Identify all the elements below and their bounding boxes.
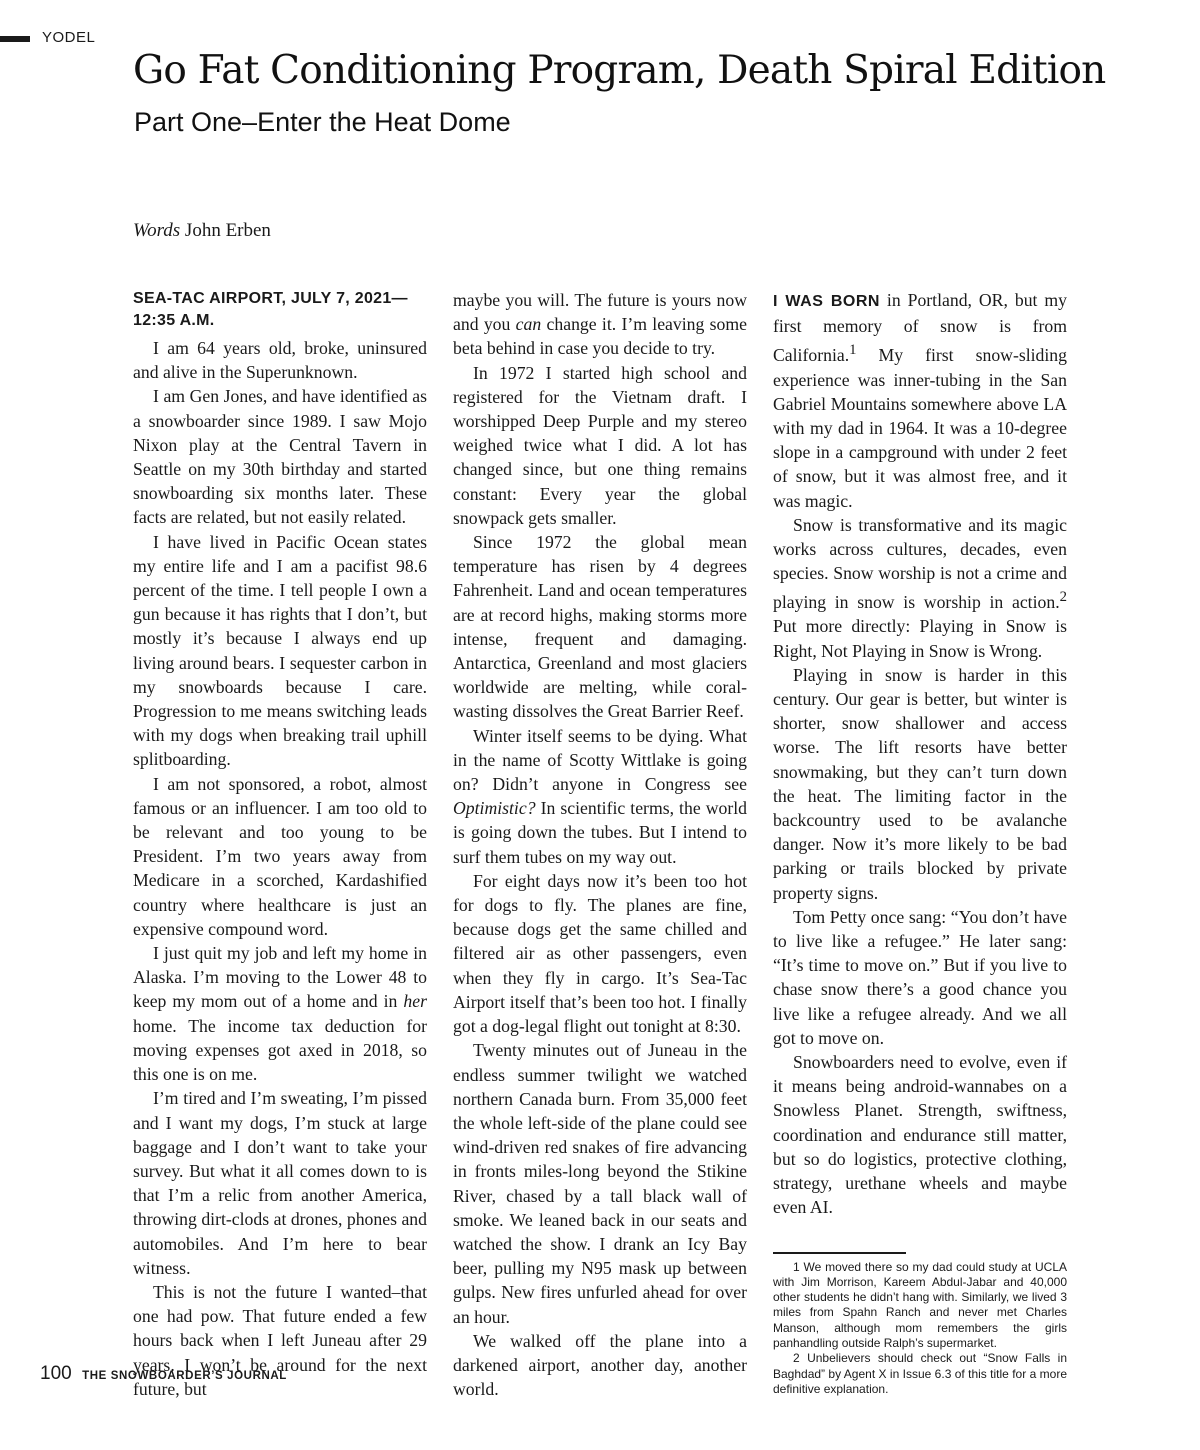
paragraph: I just quit my job and left my home in Alaska. I’m moving to the Lower 48 to keep my mom out of a home and in her home. The income tax deduction for moving expenses got axed in 2018, so this one is on me. bbox=[133, 943, 427, 1085]
byline-author: John Erben bbox=[184, 220, 271, 241]
article-title: Go Fat Conditioning Program, Death Spiral Edition bbox=[133, 48, 1106, 93]
paragraph: Tom Petty once sang: “You don’t have to live like a refugee.” He later sang: “It’s time to move on.” But if you live to chase snow there’s a good chance you live like a refugee already. And we all got to move on. bbox=[773, 906, 1067, 1048]
paragraph: We walked off the plane into a darkened airport, another day, another world. bbox=[453, 1330, 747, 1400]
section-marker-bar bbox=[0, 36, 30, 42]
paragraph: Since 1972 the global mean temperature has risen by 4 degrees Fahrenheit. Land and ocean temperatures are at record highs, making storms more intense, frequent and damaging. Antarctica, Greenland and most glaciers worldwide are melting, while coral-wasting dissolves the Great Barrier Reef. bbox=[453, 532, 747, 722]
footnote-ref: 1 bbox=[849, 342, 857, 359]
paragraph: For eight days now it’s been too hot for dogs to fly. The planes are fine, because dogs get the same chilled and filtered air as other passengers, even when they fly in cargo. It’s Sea-Tac Airport itself that’s been too hot. I finally got a dog-legal flight out tonight at 8:30. bbox=[453, 870, 747, 1037]
byline bbox=[133, 220, 271, 242]
byline-label: Words bbox=[133, 220, 181, 241]
paragraph: Winter itself seems to be dying. What in the name of Scotty Wittlake is going on? Didn’t anyone in Congress see Optimistic? In scientific terms, the world is going down the tubes. But I intend to surf them tubes on my way out. bbox=[453, 725, 747, 867]
page-number: 100 bbox=[40, 1363, 72, 1384]
paragraph: I have lived in Pacific Ocean states my entire life and I am a pacifist 98.6 percent of the time. I tell people I own a gun because it has rights that I don’t, but mostly it’s because I always end up living around bears. I sequester carbon in my snowboards because I care. Progression to me means switching leads with my dogs when breaking trail uphill splitboarding. bbox=[133, 531, 427, 770]
page-footer bbox=[40, 1363, 287, 1385]
emphasis: Optimistic? bbox=[453, 798, 536, 819]
footnote-divider bbox=[773, 1252, 906, 1254]
lead-in-caps: I WAS BORN bbox=[773, 293, 880, 310]
paragraph: I am not sponsored, a robot, almost famous or an influencer. I am too old to be relevant and too young to be President. I’m two years away from Medicare in a scorched, Kardashified country where healthcare is just an expensive compound word. bbox=[133, 773, 427, 939]
paragraph: I am Gen Jones, and have identified as a snowboarder since 1989. I saw Mojo Nixon play at the Central Tavern in Seattle on my 30th birthday and started snowboarding six months later. These facts are related, but not easily related. bbox=[133, 386, 427, 528]
publication-name: THE SNOWBOARDER’S JOURNAL bbox=[82, 1370, 287, 1382]
paragraph-continued: maybe you will. The future is yours now and you can change it. I’m leaving some beta behind in case you decide to try. bbox=[453, 290, 747, 359]
section-label: YODEL bbox=[42, 29, 96, 46]
emphasis: can bbox=[515, 314, 542, 335]
paragraph: Snowboarders need to evolve, even if it means being android-wannabes on a Snowless Planet. Strength, swiftness, coordination and endurance still matter, but so do logistics, protective clothing, strategy, urethane wheels and maybe even AI. bbox=[773, 1052, 1067, 1218]
article-column-1 bbox=[133, 288, 427, 1401]
dateline: SEA-TAC AIRPORT, JULY 7, 2021—12:35 A.M. bbox=[133, 290, 408, 329]
paragraph: In 1972 I started high school and registered for the Vietnam draft. I worshipped Deep Purple and my stereo weighed twice what I did. A lot has changed since, but one thing remains constant: Every year the global snowpack gets smaller. bbox=[453, 362, 747, 528]
paragraph: I am 64 years old, broke, uninsured and alive in the Superunknown. bbox=[133, 338, 427, 383]
article-column-3 bbox=[773, 288, 1067, 1397]
article-subtitle: Part One–Enter the Heat Dome bbox=[134, 107, 511, 137]
paragraph: This is not the future I wanted–that one had pow. That future ended a few hours back when I left Juneau after 29 years. I won’t be around for the next future, but bbox=[133, 1281, 427, 1399]
article-column-2 bbox=[453, 288, 747, 1401]
paragraph: I’m tired and I’m sweating, I’m pissed and I want my dogs, I’m stuck at large baggage and I don’t want to take your survey. But what it all comes down to is that I’m a relic from another America, throwing dirt-clods at drones, phones and automobiles. And I’m here to bear witness. bbox=[133, 1088, 427, 1278]
paragraph: Playing in snow is harder in this century. Our gear is better, but winter is shorter, snow shallower and access worse. The lift resorts have better snowmaking, but they can’t turn down the heat. The limiting factor in the backcountry used to be avalanche danger. Now it’s more likely to be bad parking or trails blocked by private property signs. bbox=[773, 664, 1067, 903]
lead-paragraph: I WAS BORN in Portland, OR, but my first memory of snow is from California.$^1$ My first snow-sliding experience was inner-tubing in the San Gabriel Mountains somewhere above LA with my dad in 1964. It was a 10-degree slope in a campground with under 2 feet of snow, but it was almost free, and it was magic. bbox=[773, 290, 1067, 511]
footnote-ref: 2 bbox=[1059, 589, 1067, 606]
footnote: 1 We moved there so my dad could study at UCLA with Jim Morrison, Kareem Abdul-Jabar and 40,000 other students he didn’t hang with. Similarly, we lived 3 miles from Spahn Ranch and never met Charles Manson, although mom remembers the girls panhandling outside Ralph’s supermarket. bbox=[773, 1259, 1067, 1350]
footnote: 2 Unbelievers should check out “Snow Falls in Baghdad” by Agent X in Issue 6.3 of this title for a more definitive explanation. bbox=[773, 1351, 1067, 1396]
paragraph: Twenty minutes out of Juneau in the endless summer twilight we watched northern Canada burn. From 35,000 feet the whole left-side of the plane could see wind-driven red snakes of fire advancing in fronts miles-long beyond the Stikine River, chased by a tall black wall of smoke. We leaned back in our seats and watched the show. I drank an Icy Bay beer, pulling my N95 mask up between gulps. New fires unfurled ahead for over an hour. bbox=[453, 1040, 747, 1327]
emphasis: her bbox=[403, 991, 427, 1012]
paragraph: Snow is transformative and its magic works across cultures, decades, even species. Snow worship is not a crime and playing in snow is worship in action.$^2$ Put more directly: Playing in Snow is Right, Not Playing in Snow is Wrong. bbox=[773, 514, 1067, 661]
